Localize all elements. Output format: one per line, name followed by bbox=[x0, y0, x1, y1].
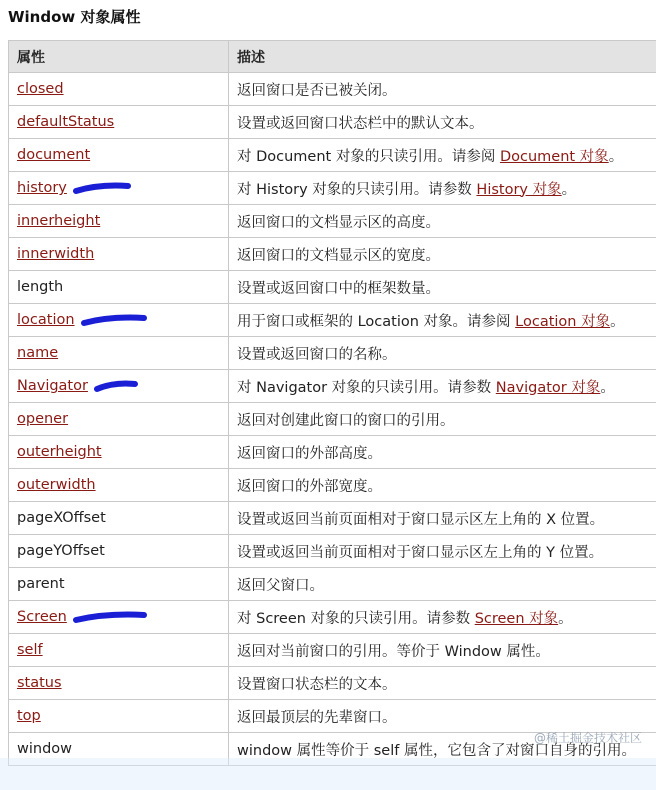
description-cell bbox=[229, 106, 656, 139]
property-name: length bbox=[17, 279, 64, 295]
description-cell bbox=[229, 139, 656, 172]
table-header-row bbox=[9, 41, 656, 73]
table-row bbox=[9, 469, 656, 502]
description-text: 用于窗口或框架的 Location 对象。请参阅 bbox=[237, 313, 516, 330]
description-link[interactable]: Screen 对象 bbox=[474, 610, 559, 627]
table-row bbox=[9, 403, 656, 436]
table-row bbox=[9, 502, 656, 535]
description-text: 对 Screen 对象的只读引用。请参数 bbox=[237, 610, 475, 627]
table-row bbox=[9, 667, 656, 700]
description-text: 返回对当前窗口的引用。等价于 Window 属性。 bbox=[237, 643, 550, 660]
table-row bbox=[9, 634, 656, 667]
property-link[interactable]: document bbox=[17, 147, 91, 163]
property-link[interactable]: closed bbox=[17, 81, 64, 97]
description-text: 对 Document 对象的只读引用。请参阅 bbox=[237, 148, 500, 165]
property-name: pageYOffset bbox=[17, 543, 105, 559]
property-link[interactable]: outerheight bbox=[17, 444, 102, 460]
property-cell bbox=[9, 568, 229, 601]
description-cell bbox=[229, 634, 656, 667]
description-text: 设置或返回当前页面相对于窗口显示区左上角的 Y 位置。 bbox=[237, 544, 604, 561]
property-cell bbox=[9, 667, 229, 700]
properties-table bbox=[8, 40, 656, 766]
description-text: 返回最顶层的先辈窗口。 bbox=[237, 709, 397, 726]
description-cell bbox=[229, 172, 656, 205]
highlight-annotation-mark bbox=[73, 181, 131, 195]
table-body bbox=[9, 73, 656, 766]
property-link[interactable]: Navigator bbox=[17, 378, 88, 394]
property-cell bbox=[9, 205, 229, 238]
description-link[interactable]: Location 对象 bbox=[515, 313, 611, 330]
property-link[interactable]: innerheight bbox=[17, 213, 101, 229]
property-cell bbox=[9, 304, 229, 337]
table-row bbox=[9, 601, 656, 634]
property-link[interactable]: Screen bbox=[17, 609, 67, 625]
property-cell bbox=[9, 106, 229, 139]
property-cell bbox=[9, 733, 229, 766]
highlight-annotation-mark bbox=[73, 610, 147, 624]
description-cell bbox=[229, 700, 656, 733]
property-name: pageXOffset bbox=[17, 510, 106, 526]
property-cell bbox=[9, 271, 229, 304]
description-text: 返回窗口的外部宽度。 bbox=[237, 478, 382, 495]
watermark: @稀土掘金技术社区 bbox=[533, 731, 642, 745]
description-text: 。 bbox=[558, 610, 573, 627]
description-text: 返回对创建此窗口的窗口的引用。 bbox=[237, 412, 455, 429]
property-cell bbox=[9, 337, 229, 370]
highlight-annotation-mark bbox=[81, 313, 147, 327]
description-text: 。 bbox=[561, 181, 577, 198]
table-row bbox=[9, 568, 656, 601]
property-name: window bbox=[17, 741, 73, 757]
property-cell bbox=[9, 73, 229, 106]
description-cell bbox=[229, 568, 656, 601]
description-text: 。 bbox=[610, 313, 625, 330]
description-cell bbox=[229, 469, 656, 502]
description-text: 设置窗口状态栏的文本。 bbox=[237, 676, 397, 693]
description-text: 对 History 对象的只读引用。请参数 bbox=[237, 181, 477, 198]
description-text: 返回窗口的文档显示区的宽度。 bbox=[237, 247, 440, 264]
property-link[interactable]: defaultStatus bbox=[17, 114, 115, 130]
table-row bbox=[9, 106, 656, 139]
description-text: 设置或返回当前页面相对于窗口显示区左上角的 X 位置。 bbox=[237, 511, 605, 528]
table-row bbox=[9, 535, 656, 568]
description-cell bbox=[229, 337, 656, 370]
description-cell bbox=[229, 271, 656, 304]
property-cell bbox=[9, 172, 229, 205]
property-cell bbox=[9, 601, 229, 634]
property-link[interactable]: opener bbox=[17, 411, 69, 427]
description-cell bbox=[229, 73, 656, 106]
table-row bbox=[9, 172, 656, 205]
property-link[interactable]: status bbox=[17, 675, 62, 691]
property-cell bbox=[9, 436, 229, 469]
description-cell bbox=[229, 535, 656, 568]
property-cell bbox=[9, 535, 229, 568]
page-title: Window 对象属性 bbox=[8, 8, 141, 26]
property-cell bbox=[9, 139, 229, 172]
property-name: parent bbox=[17, 576, 65, 592]
property-cell bbox=[9, 403, 229, 436]
property-cell bbox=[9, 370, 229, 403]
description-text: 。 bbox=[608, 148, 624, 165]
table-row bbox=[9, 370, 656, 403]
highlight-annotation-mark bbox=[94, 379, 138, 393]
description-text: 设置或返回窗口的名称。 bbox=[237, 346, 397, 363]
description-text: 设置或返回窗口状态栏中的默认文本。 bbox=[237, 115, 484, 132]
description-cell bbox=[229, 667, 656, 700]
description-text: window 属性等价于 self 属性，它包含了对窗口自身的引用。 bbox=[237, 742, 636, 759]
property-cell bbox=[9, 634, 229, 667]
table-row bbox=[9, 436, 656, 469]
property-link[interactable]: history bbox=[17, 180, 67, 196]
header-description: 描述 bbox=[229, 41, 656, 73]
description-cell bbox=[229, 601, 656, 634]
property-cell bbox=[9, 469, 229, 502]
table-row bbox=[9, 271, 656, 304]
property-link[interactable]: location bbox=[17, 312, 75, 328]
table-row bbox=[9, 205, 656, 238]
property-link[interactable]: name bbox=[17, 345, 59, 361]
description-text: 返回窗口的文档显示区的高度。 bbox=[237, 214, 440, 231]
property-cell bbox=[9, 700, 229, 733]
description-cell bbox=[229, 205, 656, 238]
property-link[interactable]: self bbox=[17, 642, 43, 658]
property-cell bbox=[9, 238, 229, 271]
header-property: 属性 bbox=[9, 41, 229, 73]
property-link[interactable]: top bbox=[17, 708, 41, 724]
description-text: 。 bbox=[600, 379, 615, 396]
table-row bbox=[9, 700, 656, 733]
description-link[interactable]: Document 对象 bbox=[499, 148, 609, 165]
description-cell bbox=[229, 502, 656, 535]
table-row bbox=[9, 238, 656, 271]
description-link[interactable]: Navigator 对象 bbox=[495, 379, 601, 396]
table-row bbox=[9, 337, 656, 370]
table-row bbox=[9, 139, 656, 172]
table-row bbox=[9, 73, 656, 106]
table-row bbox=[9, 304, 656, 337]
description-cell bbox=[229, 304, 656, 337]
description-cell bbox=[229, 403, 656, 436]
description-cell bbox=[229, 370, 656, 403]
description-text: 对 Navigator 对象的只读引用。请参数 bbox=[237, 379, 496, 396]
description-cell bbox=[229, 436, 656, 469]
property-cell bbox=[9, 502, 229, 535]
description-text: 返回父窗口。 bbox=[237, 577, 324, 594]
description-text: 返回窗口的外部高度。 bbox=[237, 445, 382, 462]
description-link[interactable]: History 对象 bbox=[476, 181, 562, 198]
description-text: 返回窗口是否已被关闭。 bbox=[237, 82, 397, 99]
property-link[interactable]: outerwidth bbox=[17, 477, 96, 493]
description-text: 设置或返回窗口中的框架数量。 bbox=[237, 280, 440, 297]
description-cell bbox=[229, 238, 656, 271]
property-link[interactable]: innerwidth bbox=[17, 246, 95, 262]
